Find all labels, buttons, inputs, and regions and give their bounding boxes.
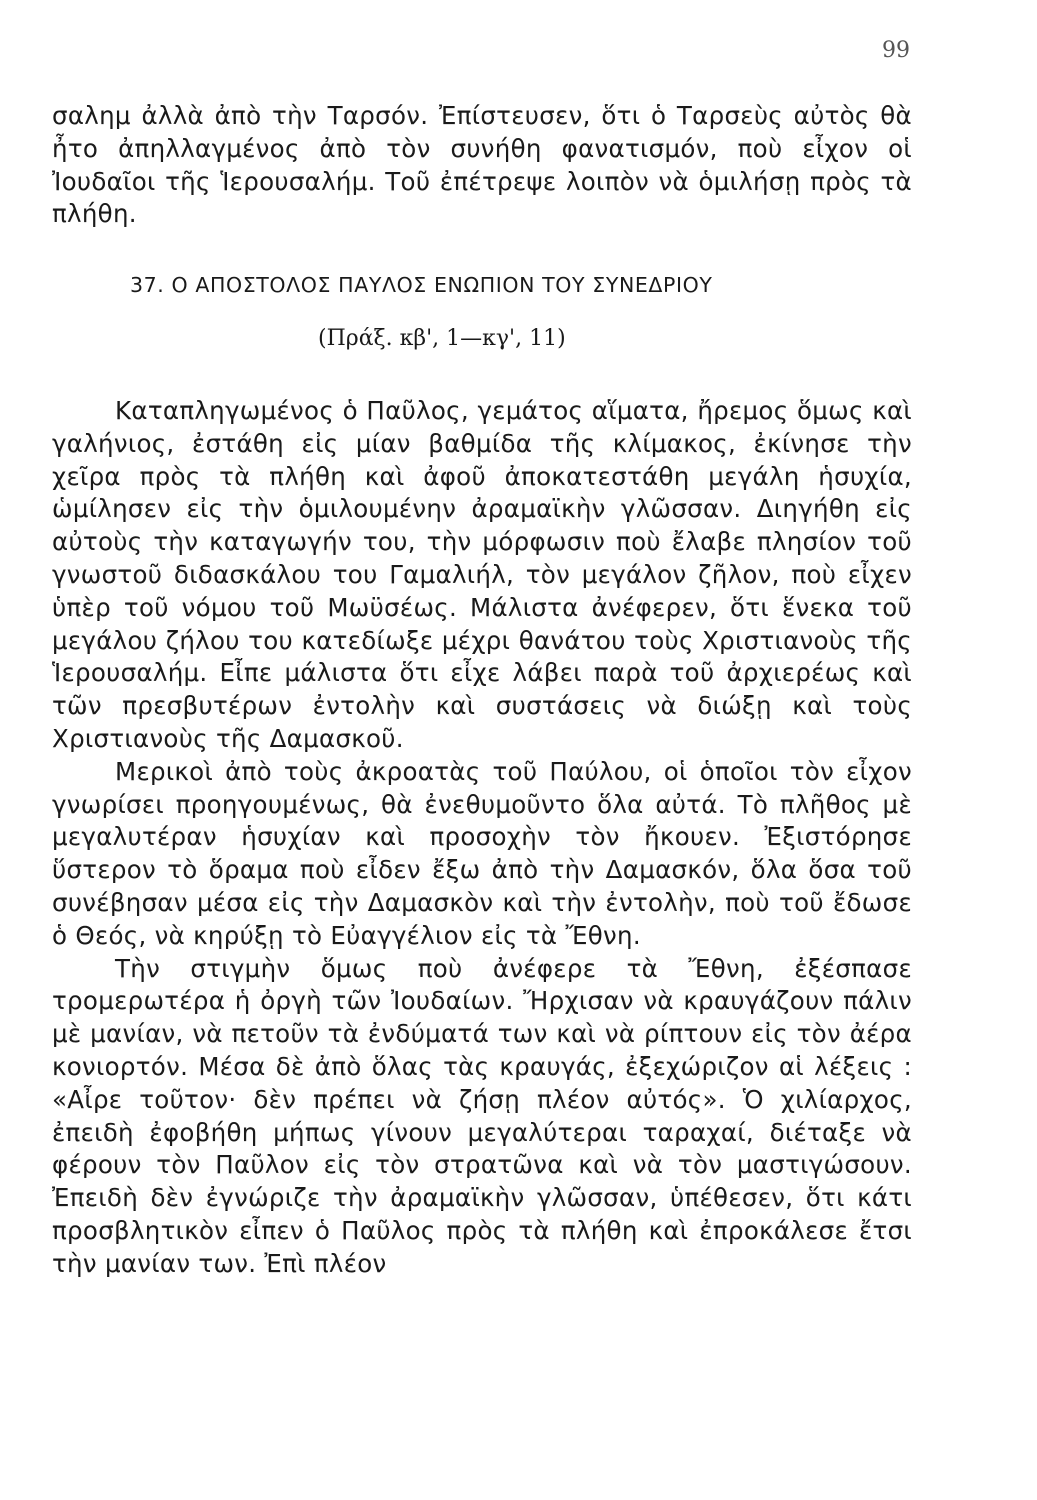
intro-paragraph: [52, 100, 912, 231]
section-reference: (Πράξ. κβ', 1—κγ', 11): [318, 326, 566, 351]
body-text: [52, 395, 912, 1281]
body-paragraph: Μερικοὶ ἀπὸ τοὺς ἀκροατὰς τοῦ Παύλου, οἱ ὁποῖοι τὸν εἶχον γνωρίσει προηγουμένως, θὰ ἐνεθυμοῦντο ὅλα αὐτά. Τὸ πλῆθος μὲ μεγαλυτέραν ἡσυχίαν καὶ προσοχὴν τὸν ἤκουεν. Ἐξιστόρησε ὕστερον τὸ ὅραμα ποὺ εἶδεν ἔξω ἀπὸ τὴν Δαμασκόν, ὅλα ὅσα τοῦ συνέβησαν μέσα εἰς τὴν Δαμασκὸν καὶ τὴν ἐντολὴν, ποὺ τοῦ ἔδωσε ὁ Θεός, νὰ κηρύξῃ τὸ Εὐαγγέλιον εἰς τὰ Ἔθνη.: [52, 756, 912, 950]
body-paragraph: Καταπληγωμένος ὁ Παῦλος, γεμάτος αἵματα, ἤρεμος ὅμως καὶ γαλήνιος, ἐστάθη εἰς μίαν βαθμίδα τῆς κλίμακος, ἐκίνησε τὴν χεῖρα πρὸς τὰ πλήθη καὶ ἀφοῦ ἀποκατεστάθη μεγάλη ἡσυχία, ὡμίλησεν εἰς τὴν ὁμιλουμένην ἀραμαϊκὴν γλῶσσαν. Διηγήθη εἰς αὐτοὺς τὴν καταγωγήν του, τὴν μόρφωσιν ποὺ ἔλαβε πλησίον τοῦ γνωστοῦ διδασκάλου του Γαμαλιήλ, τὸν μεγάλον ζῆλον, ποὺ εἶχεν ὑπὲρ τοῦ νόμου τοῦ Μωϋσέως. Μάλιστα ἀνέφερεν, ὅτι ἕνεκα τοῦ μεγάλου ζήλου του κατεδίωξε μέχρι θανάτου τοὺς Χριστιανοὺς τῆς Ἱερουσαλήμ. Εἶπε μάλιστα ὅτι εἶχε λάβει παρὰ τοῦ ἀρχιερέως καὶ τῶν πρεσβυτέρων ἐντολὴν καὶ συστάσεις νὰ διώξῃ καὶ τοὺς Χριστιανοὺς τῆς Δαμασκοῦ.: [52, 396, 912, 753]
intro-text: σαλημ ἀλλὰ ἀπὸ τὴν Ταρσόν. Ἐπίστευσεν, ὅτι ὁ Ταρσεὺς αὐτὸς θὰ ἦτο ἀπηλλαγμένος ἀπὸ τὸν συνήθη φανατισμόν, ποὺ εἶχον οἱ Ἰουδαῖοι τῆς Ἱερουσαλήμ. Τοῦ ἐπέτρεψε λοιπὸν νὰ ὁμιλήσῃ πρὸς τὰ πλήθη.: [52, 101, 912, 229]
section-heading: 37. Ο ΑΠΟΣΤΟΛΟΣ ΠΑΥΛΟΣ ΕΝΩΠΙΟΝ ΤΟΥ ΣΥΝΕΔΡΙΟΥ: [130, 273, 713, 297]
page-number: 99: [882, 38, 910, 63]
body-paragraph: Τὴν στιγμὴν ὅμως ποὺ ἀνέφερε τὰ Ἔθνη, ἐξέσπασε τρομερωτέρα ἡ ὀργὴ τῶν Ἰουδαίων. Ἤρχισαν νὰ κραυγάζουν πάλιν μὲ μανίαν, νὰ πετοῦν τὰ ἐνδύματά των καὶ νὰ ρίπτουν εἰς τὸν ἀέρα κονιορτόν. Μέσα δὲ ἀπὸ ὅλας τὰς κραυγάς, ἐξεχώριζον αἱ λέξεις : «Αἶρε τοῦτον· δὲν πρέπει νὰ ζήσῃ πλέον αὐτός». Ὁ χιλίαρχος, ἐπειδὴ ἐφοβήθη μήπως γίνουν μεγαλύτεραι ταραχαί, διέταξε νὰ φέρουν τὸν Παῦλον εἰς τὸν στρατῶνα καὶ νὰ τὸν μαστιγώσουν. Ἐπειδὴ δὲν ἐγνώριζε τὴν ἀραμαϊκὴν γλῶσσαν, ὑπέθεσεν, ὅτι κάτι προσβλητικὸν εἶπεν ὁ Παῦλος πρὸς τὰ πλήθη καὶ ἐπροκάλεσε ἔτσι τὴν μανίαν των. Ἐπὶ πλέον: [52, 953, 912, 1278]
